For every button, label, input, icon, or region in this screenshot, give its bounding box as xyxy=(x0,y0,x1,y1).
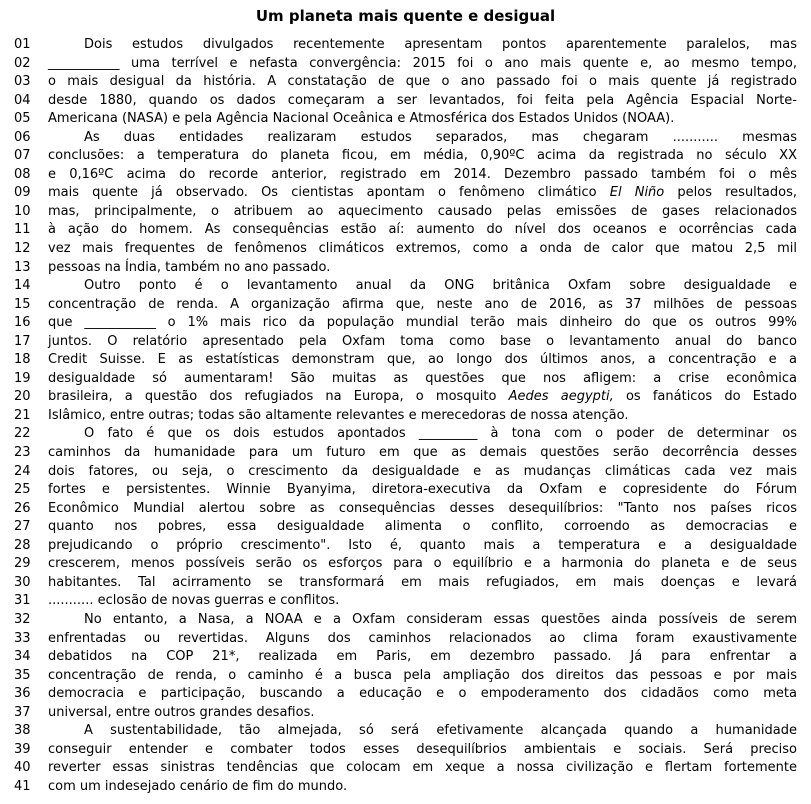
text-line xyxy=(14,778,797,797)
text-segment: desde 1880, quando os dados começaram a ser levantados, foi feita pela Agência Espacial Norte- xyxy=(48,92,797,108)
text-segment: juntos. O relatório apresentado pela Oxfam toma como base o levantamento anual do banco xyxy=(48,333,797,349)
text-segment: universal, entre outros grandes desafios. xyxy=(48,704,315,720)
line-text xyxy=(48,444,797,463)
italic-text-segment: Aedes aegypti, xyxy=(508,389,614,405)
text-segment: pelos resultados, xyxy=(664,185,797,201)
text-segment: Dois estudos divulgados recentemente apresentam pontos aparentemente paralelos, mas xyxy=(84,37,797,52)
line-number: 34 xyxy=(14,649,31,665)
text-line xyxy=(14,129,797,148)
text-segment: à ação do homem. As consequências estão aí: aumento do nível dos oceanos e ocorrências cada xyxy=(48,222,797,238)
line-text xyxy=(48,574,797,593)
text-segment: ___________ uma terrível e nefasta convergência: 2015 foi o ano mais quente e, ao mesmo tempo, xyxy=(48,55,797,71)
text-segment: habitantes. Tal acirramento se transformará em mais refugiados, em mais doenças e levará xyxy=(48,574,797,590)
line-text xyxy=(48,722,797,741)
line-number: 22 xyxy=(14,426,31,442)
line-number: 08 xyxy=(14,166,31,182)
text-segment: debatidos na COP 21*, realizada em Paris, em dezembro passado. Já para enfrentar a xyxy=(48,649,797,665)
line-text xyxy=(48,537,797,556)
text-segment: concentração de renda, o caminho é a busca pela ampliação dos direitos das pessoas e por mais xyxy=(48,667,797,683)
text-line xyxy=(14,759,797,778)
text-body xyxy=(0,36,811,796)
italic-text-segment: El Niño xyxy=(609,185,665,201)
text-segment: reverter essas sinistras tendências que colocam em xeque a nossa civilização e flertam fortemente xyxy=(48,760,797,776)
line-number: 28 xyxy=(14,537,31,553)
text-segment: conclusões: a temperatura do planeta ficou, em média, 0,90ºC acima da registrada no século XX xyxy=(48,148,797,164)
text-segment: vez mais frequentes de fenômenos climáticos extremos, como a onda de calor que matou 2,5 mil xyxy=(48,241,797,257)
line-text xyxy=(48,55,797,74)
text-line xyxy=(14,73,797,92)
text-line xyxy=(14,147,797,166)
text-line xyxy=(14,425,797,444)
line-text xyxy=(48,351,797,370)
line-text xyxy=(48,704,797,723)
text-line xyxy=(14,630,797,649)
line-text xyxy=(48,630,797,649)
line-text xyxy=(48,147,797,166)
text-line xyxy=(14,685,797,704)
line-text xyxy=(48,463,797,482)
document-title: Um planeta mais quente e desigual xyxy=(255,7,556,25)
text-line xyxy=(14,592,797,611)
text-segment: o mais desigual da história. A constatação de que o ano passado foi o mais quente já registrado xyxy=(48,74,797,90)
line-number: 09 xyxy=(14,185,31,201)
line-number: 13 xyxy=(14,259,31,275)
line-number: 37 xyxy=(14,704,31,720)
text-segment: fortes e persistentes. Winnie Byanyima, diretora-executiva da Oxfam e copresidente do Fórum xyxy=(48,482,797,498)
text-segment: O fato é que os dois estudos apontados _________ à tona com o poder de determinar os xyxy=(84,426,797,442)
text-line xyxy=(14,407,797,426)
line-text xyxy=(48,611,797,630)
text-segment: pessoas na Índia, também no ano passado. xyxy=(48,259,331,275)
text-segment: Americana (NASA) e pela Agência Nacional Oceânica e Atmosférica dos Estados Unidos (NOAA). xyxy=(48,111,675,127)
text-line xyxy=(14,370,797,389)
text-line xyxy=(14,500,797,519)
line-text xyxy=(48,259,797,278)
text-line xyxy=(14,704,797,723)
line-number: 06 xyxy=(14,129,31,145)
text-segment: concentração de renda. A organização afirma que, neste ano de 2016, as 37 milhões de pessoas xyxy=(48,296,797,312)
text-segment: mais quente já observado. Os cientistas apontam o fenômeno climático xyxy=(48,185,610,201)
line-number: 05 xyxy=(14,111,31,127)
line-number: 36 xyxy=(14,686,31,702)
line-text xyxy=(48,592,797,611)
line-text xyxy=(48,92,797,111)
text-line xyxy=(14,36,797,55)
line-number: 15 xyxy=(14,296,31,312)
text-line xyxy=(14,277,797,296)
line-text xyxy=(48,203,797,222)
line-text xyxy=(48,500,797,519)
text-segment: com um indesejado cenário de fim do mundo. xyxy=(48,778,348,794)
line-number: 14 xyxy=(14,278,31,294)
text-line xyxy=(14,388,797,407)
text-line xyxy=(14,110,797,129)
line-number: 33 xyxy=(14,630,31,646)
text-segment: dois fatores, ou seja, o crescimento da desigualdade e as mudanças climáticas cada vez mais xyxy=(48,463,797,479)
line-text xyxy=(48,314,797,333)
text-line xyxy=(14,333,797,352)
line-number: 04 xyxy=(14,92,31,108)
line-number: 07 xyxy=(14,148,31,164)
text-line xyxy=(14,55,797,74)
line-text xyxy=(48,333,797,352)
text-line xyxy=(14,92,797,111)
text-line xyxy=(14,221,797,240)
text-line xyxy=(14,203,797,222)
text-segment: quanto nos pobres, essa desigualdade alimenta o conflito, corroendo as democracias e xyxy=(48,519,797,535)
line-number: 30 xyxy=(14,574,31,590)
line-text xyxy=(48,778,797,797)
line-text xyxy=(48,36,797,55)
line-text xyxy=(48,277,797,296)
text-line xyxy=(14,574,797,593)
text-segment: prejudicando o próprio crescimento". Isto é, quanto mais a temperatura e a desigualdade xyxy=(48,537,797,553)
text-segment: A sustentabilidade, tão almejada, só será efetivamente alcançada quando a humanidade xyxy=(84,723,797,739)
line-text xyxy=(48,425,797,444)
line-number: 41 xyxy=(14,778,31,794)
text-segment: desigualdade só aumentaram! São muitas as questões que nos afligem: a crise econômica xyxy=(48,370,797,386)
line-text xyxy=(48,110,797,129)
text-segment: ........... eclosão de novas guerras e conflitos. xyxy=(48,593,340,609)
line-number: 26 xyxy=(14,500,31,516)
text-segment: caminhos da humanidade para um futuro em que as demais questões serão decorrência desses xyxy=(48,445,797,461)
line-text xyxy=(48,667,797,686)
line-number: 02 xyxy=(14,55,31,71)
line-text xyxy=(48,129,797,148)
line-text xyxy=(48,184,797,203)
line-text xyxy=(48,221,797,240)
line-text xyxy=(48,370,797,389)
text-line xyxy=(14,463,797,482)
line-number: 35 xyxy=(14,667,31,683)
line-number: 24 xyxy=(14,463,31,479)
text-line xyxy=(14,481,797,500)
line-number: 10 xyxy=(14,203,31,219)
line-number: 12 xyxy=(14,241,31,257)
line-text xyxy=(48,407,797,426)
line-text xyxy=(48,685,797,704)
text-segment: Econômico Mundial alertou sobre as consequências desses desequilíbrios: "Tanto nos países ricos xyxy=(48,500,797,516)
text-line xyxy=(14,296,797,315)
line-number: 03 xyxy=(14,74,31,90)
text-line xyxy=(14,166,797,185)
line-text xyxy=(48,648,797,667)
text-line xyxy=(14,240,797,259)
line-number: 32 xyxy=(14,611,31,627)
line-number: 29 xyxy=(14,556,31,572)
text-line xyxy=(14,667,797,686)
text-segment: brasileira, a questão dos refugiados na Europa, o mosquito xyxy=(48,389,509,405)
line-number: 16 xyxy=(14,315,31,331)
text-segment: As duas entidades realizaram estudos separados, mas chegaram ........... mesmas xyxy=(84,129,797,145)
text-line xyxy=(14,722,797,741)
line-number: 27 xyxy=(14,519,31,535)
line-text xyxy=(48,555,797,574)
text-line xyxy=(14,351,797,370)
text-segment: crescerem, menos possíveis serão os esforços para o equilíbrio e a harmonia do planeta e de seus xyxy=(48,556,797,572)
text-line xyxy=(14,518,797,537)
text-segment: conseguir entender e combater todos esses desequilíbrios ambientais e sociais. Será preciso xyxy=(48,741,797,757)
text-line xyxy=(14,741,797,760)
line-text xyxy=(48,166,797,185)
line-number: 25 xyxy=(14,482,31,498)
text-segment: que ___________ o 1% mais rico da população mundial terão mais dinheiro do que os outros 99% xyxy=(48,315,797,331)
text-line xyxy=(14,444,797,463)
line-number: 39 xyxy=(14,741,31,757)
text-line xyxy=(14,537,797,556)
text-segment: Outro ponto é o levantamento anual da ONG britânica Oxfam sobre desigualdade e xyxy=(84,278,797,294)
text-line xyxy=(14,184,797,203)
line-number: 01 xyxy=(14,37,31,52)
line-number: 38 xyxy=(14,723,31,739)
line-number: 21 xyxy=(14,407,31,423)
line-number: 31 xyxy=(14,593,31,609)
line-text xyxy=(48,240,797,259)
text-segment: Credit Suisse. E as estatísticas demonstram que, ao longo dos últimos anos, a concentração e a xyxy=(48,352,797,368)
line-text xyxy=(48,759,797,778)
line-number: 23 xyxy=(14,445,31,461)
line-text xyxy=(48,741,797,760)
line-number: 19 xyxy=(14,370,31,386)
text-segment: No entanto, a Nasa, a NOAA e a Oxfam consideram essas questões ainda possíveis de serem xyxy=(84,611,797,627)
text-line xyxy=(14,314,797,333)
text-segment: Islâmico, entre outras; todas são altamente relevantes e merecedoras de nossa atenção. xyxy=(48,407,629,423)
text-line xyxy=(14,611,797,630)
line-text xyxy=(48,481,797,500)
text-segment: os fanáticos do Estado xyxy=(613,389,797,405)
text-segment: mas, principalmente, o atribuem ao aquecimento causado pelas emissões de gases relacionados xyxy=(48,203,797,219)
line-number: 17 xyxy=(14,333,31,349)
line-text xyxy=(48,388,797,407)
text-line xyxy=(14,648,797,667)
text-line xyxy=(14,259,797,278)
line-number: 40 xyxy=(14,760,31,776)
text-segment: e 0,16ºC acima do recorde anterior, registrado em 2014. Dezembro passado também foi o mês xyxy=(48,166,797,182)
line-text xyxy=(48,296,797,315)
line-number: 11 xyxy=(14,222,31,238)
line-text xyxy=(48,518,797,537)
line-text xyxy=(48,73,797,92)
line-number: 18 xyxy=(14,352,31,368)
line-number: 20 xyxy=(14,389,31,405)
text-segment: enfrentadas ou revertidas. Alguns dos caminhos relacionados ao clima foram exaustivamente xyxy=(48,630,797,646)
text-line xyxy=(14,555,797,574)
text-segment: democracia e participação, buscando a educação e o empoderamento dos cidadãos como meta xyxy=(48,686,797,702)
